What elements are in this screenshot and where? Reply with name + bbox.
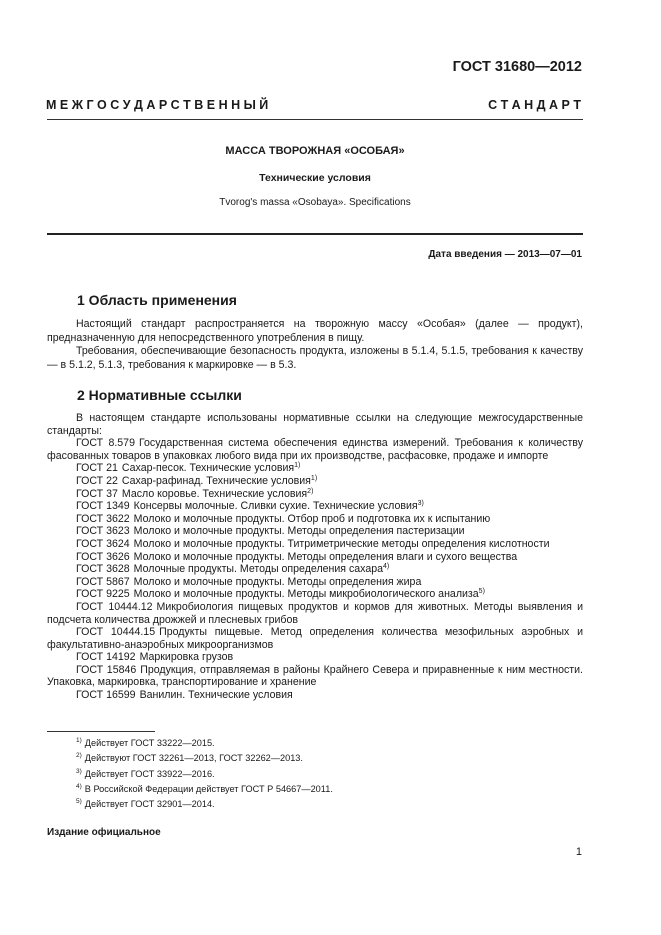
reference-item <box>47 563 583 576</box>
reference-title: Государственная система обеспечения единства измерений. Требования к количеству фасованных товаров в упаковках любого вида при их производстве, расфасовке, продаже и импорте <box>47 437 584 462</box>
footnote-marker: 2) <box>307 487 314 495</box>
section-2-intro: В настоящем стандарте использованы нормативные ссылки на следующие межгосударственные стандарты: <box>47 412 583 437</box>
reference-item <box>47 601 583 626</box>
reference-code: ГОСТ 14192 <box>76 651 136 664</box>
official-edition-label: Издание официальное <box>47 827 161 838</box>
section-2-body <box>47 412 583 702</box>
reference-item <box>47 437 583 462</box>
reference-code: ГОСТ 10444.12 <box>76 600 153 613</box>
gost-code: ГОСТ 31680—2012 <box>452 59 582 75</box>
reference-item <box>47 500 583 513</box>
reference-item <box>47 588 583 601</box>
reference-item <box>47 651 583 664</box>
footnote-number: 4) <box>76 782 82 790</box>
footnote-marker: 1) <box>294 462 301 470</box>
footnote-marker: 4) <box>383 563 390 571</box>
reference-code: ГОСТ 10444.15 <box>76 626 156 639</box>
document-subtitle: Технические условия <box>259 172 371 184</box>
footnotes <box>76 736 333 812</box>
footnote-rule <box>47 731 155 732</box>
reference-item <box>47 689 583 702</box>
reference-item <box>47 513 583 526</box>
reference-item <box>47 462 583 475</box>
footnote-number: 3) <box>76 767 82 775</box>
reference-code: ГОСТ 16599 <box>76 689 136 702</box>
footnote-text: Действует ГОСТ 33222—2015. <box>84 738 215 748</box>
reference-code: ГОСТ 3626 <box>76 550 130 563</box>
reference-item <box>47 664 583 689</box>
reference-title: Молочные продукты. Методы определения сахара <box>133 563 384 576</box>
reference-title: Ванилин. Технические условия <box>139 689 293 702</box>
reference-title: Молоко и молочные продукты. Методы определения пастеризации <box>133 525 465 538</box>
footnote-text: Действует ГОСТ 33922—2016. <box>84 768 215 779</box>
footnote-number: 5) <box>76 798 82 806</box>
reference-title: Сахар-рафинад. Технические условия <box>121 474 311 487</box>
reference-item <box>47 551 583 564</box>
reference-code: ГОСТ 3624 <box>76 537 130 550</box>
footnote-number: 1) <box>76 737 82 744</box>
english-title: Tvorog's massa «Osobaya». Specifications <box>219 197 411 208</box>
header-rule <box>47 119 583 120</box>
section-2-heading: 2 Нормативные ссылки <box>77 387 242 403</box>
reference-title: Масло коровье. Технические условия <box>121 487 308 500</box>
section-1-body <box>47 318 583 372</box>
reference-title: Консервы молочные. Сливки сухие. Технические условия <box>133 500 418 513</box>
reference-title: Молоко и молочные продукты. Методы определения жира <box>133 575 422 588</box>
reference-code: ГОСТ 3628 <box>76 563 130 576</box>
section-1-heading: 1 Область применения <box>77 292 237 308</box>
reference-item <box>47 576 583 589</box>
reference-item <box>47 475 583 488</box>
reference-item <box>47 488 583 501</box>
reference-code: ГОСТ 8.579 <box>76 437 135 450</box>
reference-code: ГОСТ 37 <box>76 487 118 500</box>
introduction-date: Дата введения — 2013—07—01 <box>428 249 582 260</box>
reference-list <box>47 437 583 701</box>
reference-title: Продукция, отправляемая в районы Крайнего Севера и приравненные к ним местности. Упаковка, маркировка, транспортирование и хранение <box>47 663 583 689</box>
reference-code: ГОСТ 15846 <box>76 663 137 676</box>
reference-title: Молоко и молочные продукты. Методы определения влаги и сухого вещества <box>133 550 518 563</box>
footnote-marker: 5) <box>478 588 485 596</box>
reference-code: ГОСТ 5867 <box>76 575 130 588</box>
reference-code: ГОСТ 3622 <box>76 512 130 525</box>
banner-right: С Т А Н Д А Р Т <box>488 98 581 112</box>
reference-title: Сахар-песок. Технические условия <box>121 462 295 475</box>
footnote-marker: 3) <box>417 500 424 508</box>
footnote-item <box>76 751 333 766</box>
banner-left: М Е Ж Г О С У Д А Р С Т В Е Н Н Ы Й <box>46 98 269 112</box>
reference-code: ГОСТ 9225 <box>76 588 130 601</box>
footnote-item <box>76 767 333 782</box>
reference-item <box>47 626 583 651</box>
reference-title: Молоко и молочные продукты. Титриметрические методы определения кислотности <box>133 537 550 550</box>
reference-title: Продукты пищевые. Метод определения количества мезофильных аэробных и факультативно-анаэробных микроорганизмов <box>47 626 583 651</box>
footnote-item <box>76 782 333 797</box>
footnote-item <box>76 736 333 751</box>
document-title: МАССА ТВОРОЖНАЯ «ОСОБАЯ» <box>225 145 405 157</box>
reference-code: ГОСТ 1349 <box>76 500 130 513</box>
reference-title: Молоко и молочные продукты. Отбор проб и подготовка их к испытанию <box>133 512 491 525</box>
footnote-item <box>76 797 333 812</box>
footnote-text: Действует ГОСТ 32901—2014. <box>84 799 215 810</box>
standard-banner <box>46 98 581 112</box>
footnote-text: Действуют ГОСТ 32261—2013, ГОСТ 32262—2013. <box>84 753 303 764</box>
reference-code: ГОСТ 21 <box>76 462 118 475</box>
footnote-text: В Российской Федерации действует ГОСТ Р 54667—2011. <box>84 783 333 794</box>
reference-title: Молоко и молочные продукты. Методы микробиологического анализа <box>133 588 479 601</box>
title-rule <box>47 233 583 235</box>
footnote-number: 2) <box>76 752 82 760</box>
reference-item <box>47 538 583 551</box>
reference-item <box>47 525 583 538</box>
page-number: 1 <box>575 846 582 858</box>
reference-title: Микробиология пищевых продуктов и кормов для животных. Методы выявления и подсчета количества дрожжей и плесневых грибов <box>47 600 583 626</box>
reference-code: ГОСТ 22 <box>76 474 118 487</box>
section-1-paragraph-1: Настоящий стандарт распространяется на творожную массу «Особая» (далее — продукт), предназначенную для непосредственного употребления в пищу. <box>47 318 583 344</box>
reference-code: ГОСТ 3623 <box>76 525 130 538</box>
reference-title: Маркировка грузов <box>139 651 234 664</box>
footnote-marker: 1) <box>310 474 318 482</box>
section-1-paragraph-2: Требования, обеспечивающие безопасность продукта, изложены в 5.1.4, 5.1.5, требования к качеству — в 5.1.2, 5.1.3, требования к маркировке — в 5.3. <box>47 345 583 371</box>
